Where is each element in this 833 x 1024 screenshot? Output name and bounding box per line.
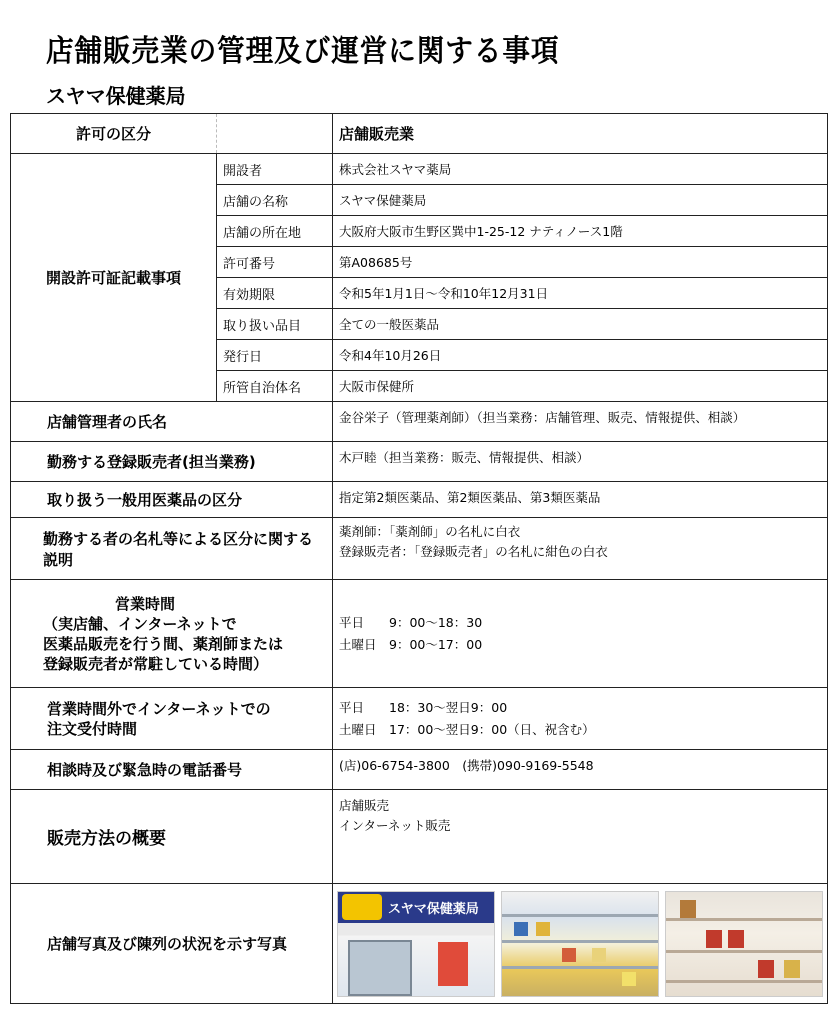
nametag-line: 登録販売者：「登録販売者」の名札に紺色の白衣 (339, 544, 608, 559)
registered-seller-row (11, 442, 828, 482)
nametag-row (11, 518, 828, 580)
photos-row (11, 884, 828, 1004)
sales-method-line: 店舗販売 (339, 798, 390, 813)
sales-method-row (11, 790, 828, 884)
drug-category-label: 取り扱う一般用医薬品の区分 (11, 482, 333, 518)
permit-row-value: 全ての一般医薬品 (333, 309, 828, 340)
license-type-value: 店舗販売業 (333, 114, 828, 154)
permit-row-value: 第A08685号 (333, 247, 828, 278)
permit-row-value: 大阪市保健所 (333, 371, 828, 402)
nametag-label: 勤務する者の名札等による区分に関する説明 (11, 518, 333, 580)
page-title: 店舗販売業の管理及び運営に関する事項 (46, 34, 560, 69)
business-hours-row (11, 580, 828, 688)
drug-category-row (11, 482, 828, 518)
manager-value: 金谷栄子（管理薬剤師）（担当業務：店舗管理、販売、情報提供、相談） (333, 402, 828, 442)
photos-label: 店舗写真及び陳列の状況を示す写真 (11, 884, 333, 1004)
sales-method-label: 販売方法の概要 (11, 790, 333, 884)
phone-row (11, 750, 828, 790)
permit-row-label: 取り扱い品目 (217, 309, 333, 340)
nametag-line: 薬剤師：「薬剤師」の名札に白衣 (339, 524, 521, 539)
management-table (10, 113, 828, 1004)
permit-row-value: スヤマ保健薬局 (333, 185, 828, 216)
storefront-sign: スヤマ保健薬局 (388, 901, 479, 917)
permit-row-value: 株式会社スヤマ薬局 (333, 154, 828, 185)
permit-row-value: 令和4年10月26日 (333, 340, 828, 371)
phone-value: (店)06-6754-3800 (携帯)090-9169-5548 (333, 750, 828, 790)
photo-gallery (337, 887, 823, 1001)
license-type-label: 許可の区分 (11, 114, 217, 154)
business-hours-values: 平日 9：00～18：30 土曜日 9：00～17：00 (333, 580, 828, 688)
phone-label: 相談時及び緊急時の電話番号 (11, 750, 333, 790)
permit-section-label: 開設許可証記載事項 (11, 154, 217, 402)
product-display-photo[interactable] (665, 891, 823, 997)
permit-row-label: 許可番号 (217, 247, 333, 278)
store-name-heading: スヤマ保健薬局 (46, 84, 186, 108)
registered-seller-label: 勤務する登録販売者(担当業務) (11, 442, 333, 482)
permit-row-label: 有効期限 (217, 278, 333, 309)
registered-seller-value: 木戸睦（担当業務：販売、情報提供、相談） (333, 442, 828, 482)
permit-row-label: 開設者 (217, 154, 333, 185)
permit-row-label: 発行日 (217, 340, 333, 371)
permit-row-label: 所管自治体名 (217, 371, 333, 402)
permit-row-value: 大阪府大阪市生野区巽中1-25-12 ナティノース1階 (333, 216, 828, 247)
drug-category-value: 指定第2類医薬品、第2類医薬品、第3類医薬品 (333, 482, 828, 518)
license-type-row (11, 114, 828, 154)
permit-row (11, 154, 828, 185)
online-hours-label: 営業時間外でインターネットでの 注文受付時間 (11, 688, 333, 750)
storefront-photo[interactable] (337, 891, 495, 997)
permit-row-value: 令和5年1月1日～令和10年12月31日 (333, 278, 828, 309)
permit-row-label: 店舗の名称 (217, 185, 333, 216)
sales-method-line: インターネット販売 (339, 818, 451, 833)
manager-row (11, 402, 828, 442)
shelf-display-photo[interactable] (501, 891, 659, 997)
online-hours-row (11, 688, 828, 750)
permit-row-label: 店舗の所在地 (217, 216, 333, 247)
business-hours-label: 営業時間 （実店舗、インターネットで 医薬品販売を行う間、薬剤師または 登録販売者が常駐している時間） (11, 580, 333, 688)
online-hours-values: 平日 18：30～翌日9：00 土曜日 17：00～翌日9：00（日、祝含む） (333, 688, 828, 750)
manager-label: 店舗管理者の氏名 (11, 402, 333, 442)
